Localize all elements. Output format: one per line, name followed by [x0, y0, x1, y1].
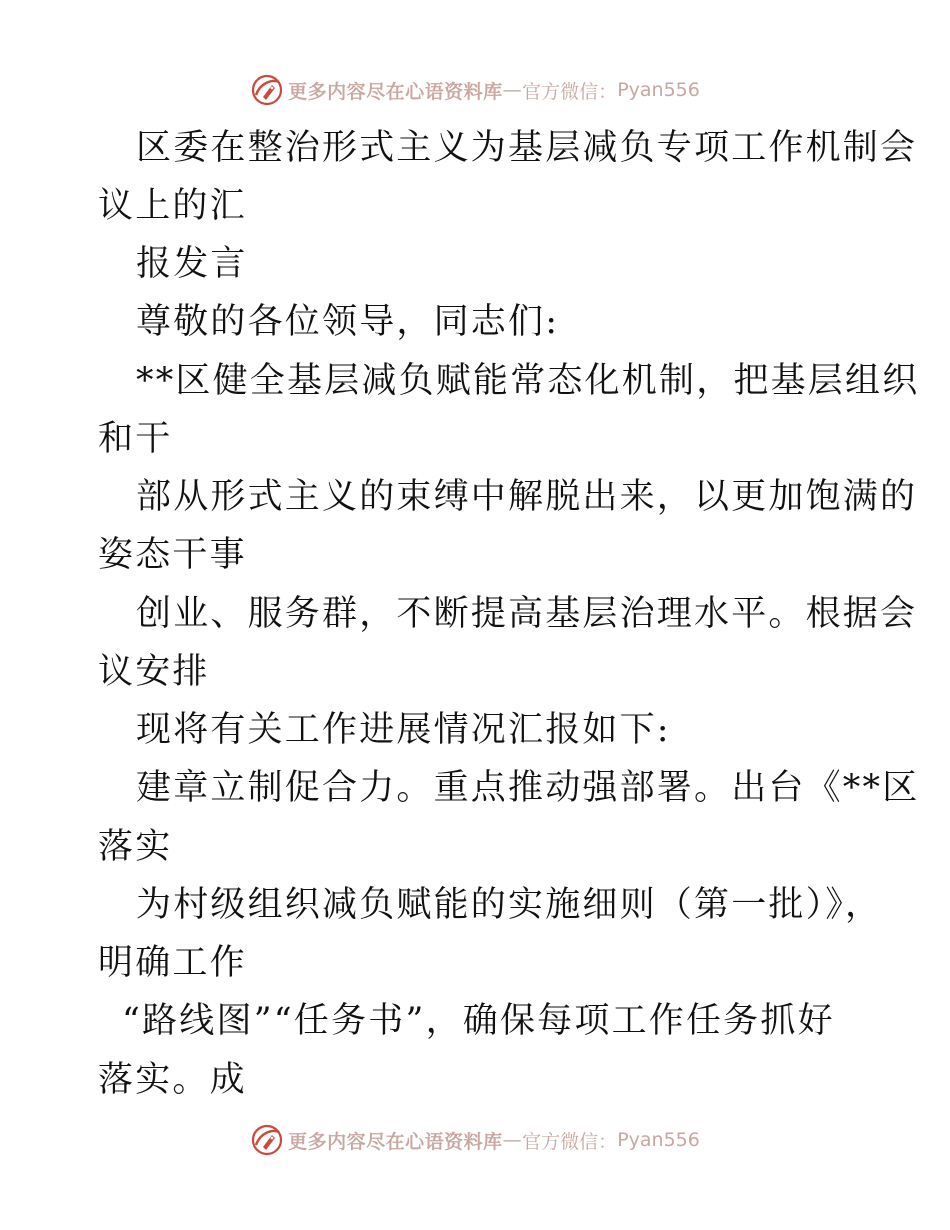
text-line: 部从形式主义的束缚中解脱出来，以更加饱满的 — [136, 477, 918, 517]
watermark-brand: 更多内容尽在心语资料库 — [288, 1130, 503, 1153]
text-line: 明确工作 — [98, 943, 247, 983]
text-line: 议上的汇 — [98, 186, 247, 226]
text-line: 议安排 — [98, 652, 210, 692]
text-line: 尊敬的各位领导，同志们: — [136, 302, 560, 342]
watermark-separator: — — [502, 79, 523, 101]
watermark-brand: 更多内容尽在心语资料库 — [288, 80, 503, 103]
pen-nib-logo-icon — [250, 1123, 284, 1157]
text-line: 姿态干事 — [98, 535, 247, 575]
text-line: 落实。成 — [98, 1060, 247, 1100]
text-line: 创业、服务群，不断提高基层治理水平。根据会 — [136, 594, 918, 634]
footer-watermark — [0, 1120, 950, 1160]
text-line: 区委在整治形式主义为基层减负专项工作机制会 — [136, 128, 918, 168]
text-line: 现将有关工作进展情况汇报如下: — [136, 710, 671, 750]
watermark-wechat-label: 官方微信： — [522, 1130, 618, 1153]
text-line: **区健全基层减负赋能常态化机制，把基层组织 — [136, 361, 920, 401]
text-line: 落实 — [98, 827, 173, 867]
header-watermark — [0, 70, 950, 110]
text-line: 为村级组织减负赋能的实施细则（第一批）》， — [136, 885, 883, 925]
watermark-wechat-label: 官方微信： — [522, 80, 618, 103]
text-line: “路线图”“任务书”，确保每项工作任务抓好 — [122, 1001, 835, 1041]
watermark-wechat-id: Pyan556 — [617, 1129, 700, 1151]
watermark-separator: — — [502, 1129, 523, 1151]
text-line: 和干 — [98, 419, 173, 459]
watermark-wechat-id: Pyan556 — [617, 79, 700, 101]
pen-nib-logo-icon — [250, 73, 284, 107]
text-line: 报发言 — [136, 244, 248, 284]
text-line: 建章立制促合力。重点推动强部署。出台《**区 — [136, 768, 920, 808]
